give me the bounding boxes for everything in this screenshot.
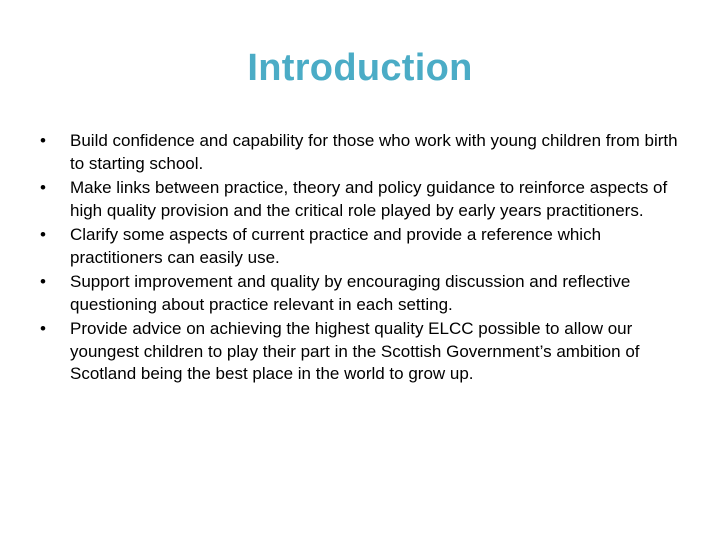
bullet-text: Build confidence and capability for those who work with young children from birth to starting school. [70, 131, 678, 173]
bullet-item [40, 224, 690, 269]
bullet-item [40, 318, 690, 386]
bullet-item [40, 130, 690, 175]
bullet-icon: • [40, 272, 46, 291]
bullet-text: Clarify some aspects of current practice and provide a reference which practitioners can easily use. [70, 225, 602, 267]
bullet-icon: • [40, 225, 46, 244]
bullet-text: Provide advice on achieving the highest quality ELCC possible to allow our youngest children to play their part in the Scottish Government’s ambition of Scotland being the best place in the world to grow up. [70, 319, 640, 383]
bullet-icon: • [40, 131, 46, 150]
bullet-item [40, 177, 690, 222]
bullet-text: Support improvement and quality by encouraging discussion and reflective questioning about practice relevant in each setting. [70, 272, 631, 314]
bullet-icon: • [40, 178, 46, 197]
slide-title: Introduction [247, 47, 473, 89]
bullet-text: Make links between practice, theory and policy guidance to reinforce aspects of high quality provision and the critical role played by early years practitioners. [70, 178, 668, 220]
bullet-list [40, 130, 690, 388]
bullet-icon: • [40, 319, 46, 338]
bullet-item [40, 271, 690, 316]
